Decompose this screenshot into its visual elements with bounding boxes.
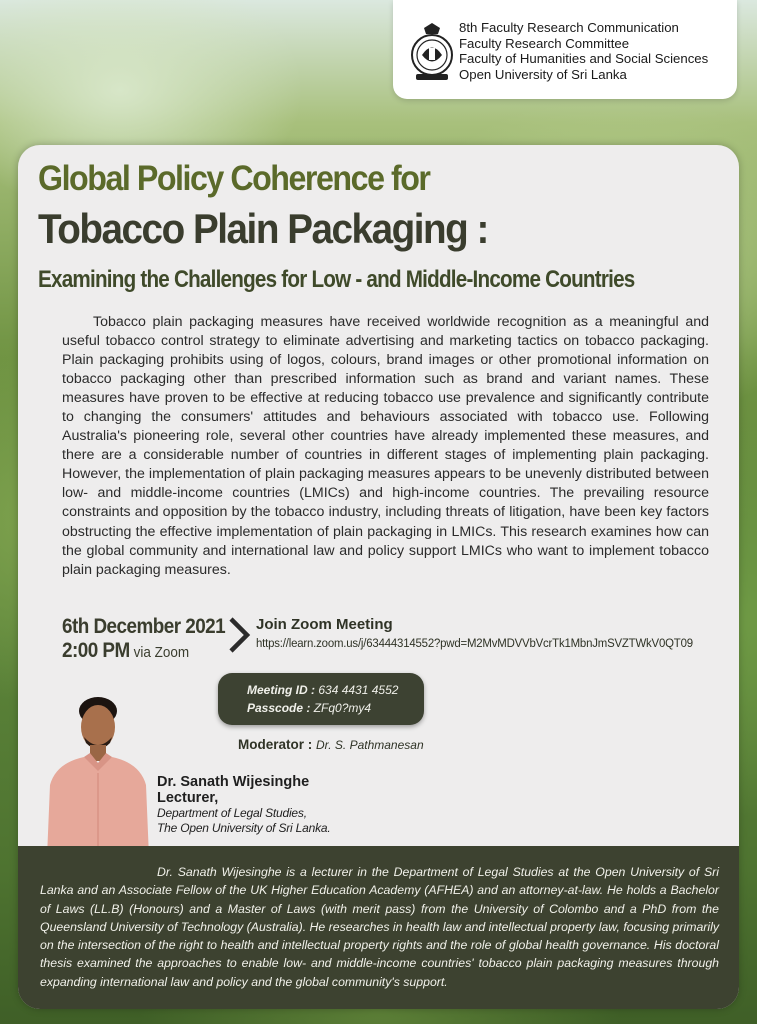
event-time-row [62, 639, 189, 663]
chevron-right-icon [226, 615, 252, 655]
passcode-value: ZFq0?my4 [313, 701, 372, 715]
header-box [393, 0, 737, 99]
subtitle: Examining the Challenges for Low - and Middle-Income Countries [38, 266, 635, 293]
speaker-name: Dr. Sanath Wijesinghe [157, 774, 310, 790]
speaker-info [157, 774, 330, 836]
meeting-id-label: Meeting ID : [247, 683, 315, 697]
meeting-credentials-box [218, 673, 424, 725]
university-logo-icon [410, 22, 454, 82]
header-line: Faculty Research Committee [459, 35, 630, 51]
header-line: Faculty of Humanities and Social Sciences [459, 51, 709, 67]
event-date: 6th December 2021 [62, 615, 226, 638]
moderator-name: Dr. S. Pathmanesan [316, 738, 424, 752]
abstract-text: Tobacco plain packaging measures have received worldwide recognition as a meaningful and useful tobacco control strategy to eliminate advertising and marketing tactics on tobacco packaging. Plain packaging prohibits using of logos, colours, brand images or other promotional information on tobacco packaging other than prescribed information such as brand and variant names. These measures have proven to be effective at reducing tobacco use prevalence and significantly contribute to changing the consumers' attitudes and behaviours associated with tobacco use. Following Australia's pioneering role, several other countries have already implemented these measures, and there are a considerable number of countries in different stages of implementing plain packaging. However, the implementation of plain packaging measures appears to be unevenly distributed between low- and middle-income countries (LMICs) and high-income countries. The prevailing resource constraints and opposition by the tobacco industry, including threats of litigation, have been key factors obstructing the effective implementation of plain packaging in LMICs. This research examines how can the global community and international law and policy support LMICs who want to implement tobacco plain packaging measures. [62, 314, 709, 578]
header-line: Open University of Sri Lanka [459, 66, 627, 82]
moderator-line [238, 737, 424, 752]
passcode-label: Passcode : [247, 701, 311, 715]
passcode-row [247, 701, 371, 715]
speaker-bio-text: Dr. Sanath Wijesinghe is a lecturer in the Department of Legal Studies at the Open University of Sri Lanka and an Associate Fellow of the UK Higher Education Academy (AFHEA) and an attorney-at-law. He holds a Bachelor of Laws (LL.B) (Honours) and a Master of Laws (with merit pass) from the University of Colombo and a PhD from the Queensland University of Technology (Australia). He researches in health law and intellectual property law, focusing primarily on the intersection of the right to health and intellectual property rights and the role of global health governance. His doctoral thesis examined the approaches to enable low- and middle-income countries' tobacco plain packaging measures through expanding international law and policy and the global community's support. [40, 865, 719, 989]
header-line: 8th Faculty Research Communication [459, 20, 679, 35]
title-line-1: Global Policy Coherence for [38, 159, 430, 198]
title-line-2: Tobacco Plain Packaging : [38, 205, 488, 252]
moderator-label: Moderator : [238, 737, 313, 752]
meeting-id-row [247, 683, 398, 697]
header-text [459, 20, 708, 82]
event-platform: via Zoom [133, 644, 190, 661]
speaker-title: Lecturer, [157, 790, 219, 806]
meeting-id-value: 634 4431 4552 [318, 683, 399, 697]
zoom-meeting-link[interactable]: https://learn.zoom.us/j/63444314552?pwd=M2MvMDVVbVcrTk1MbnJmSVZTWkV0QT09 [256, 636, 693, 650]
speaker-department: Department of Legal Studies, [157, 806, 307, 820]
main-card [18, 145, 739, 1009]
zoom-meeting-title: Join Zoom Meeting [256, 616, 393, 633]
event-time: 2:00 PM [62, 639, 130, 662]
speaker-bio-panel [18, 846, 739, 1009]
speaker-institution: The Open University of Sri Lanka. [157, 821, 331, 835]
